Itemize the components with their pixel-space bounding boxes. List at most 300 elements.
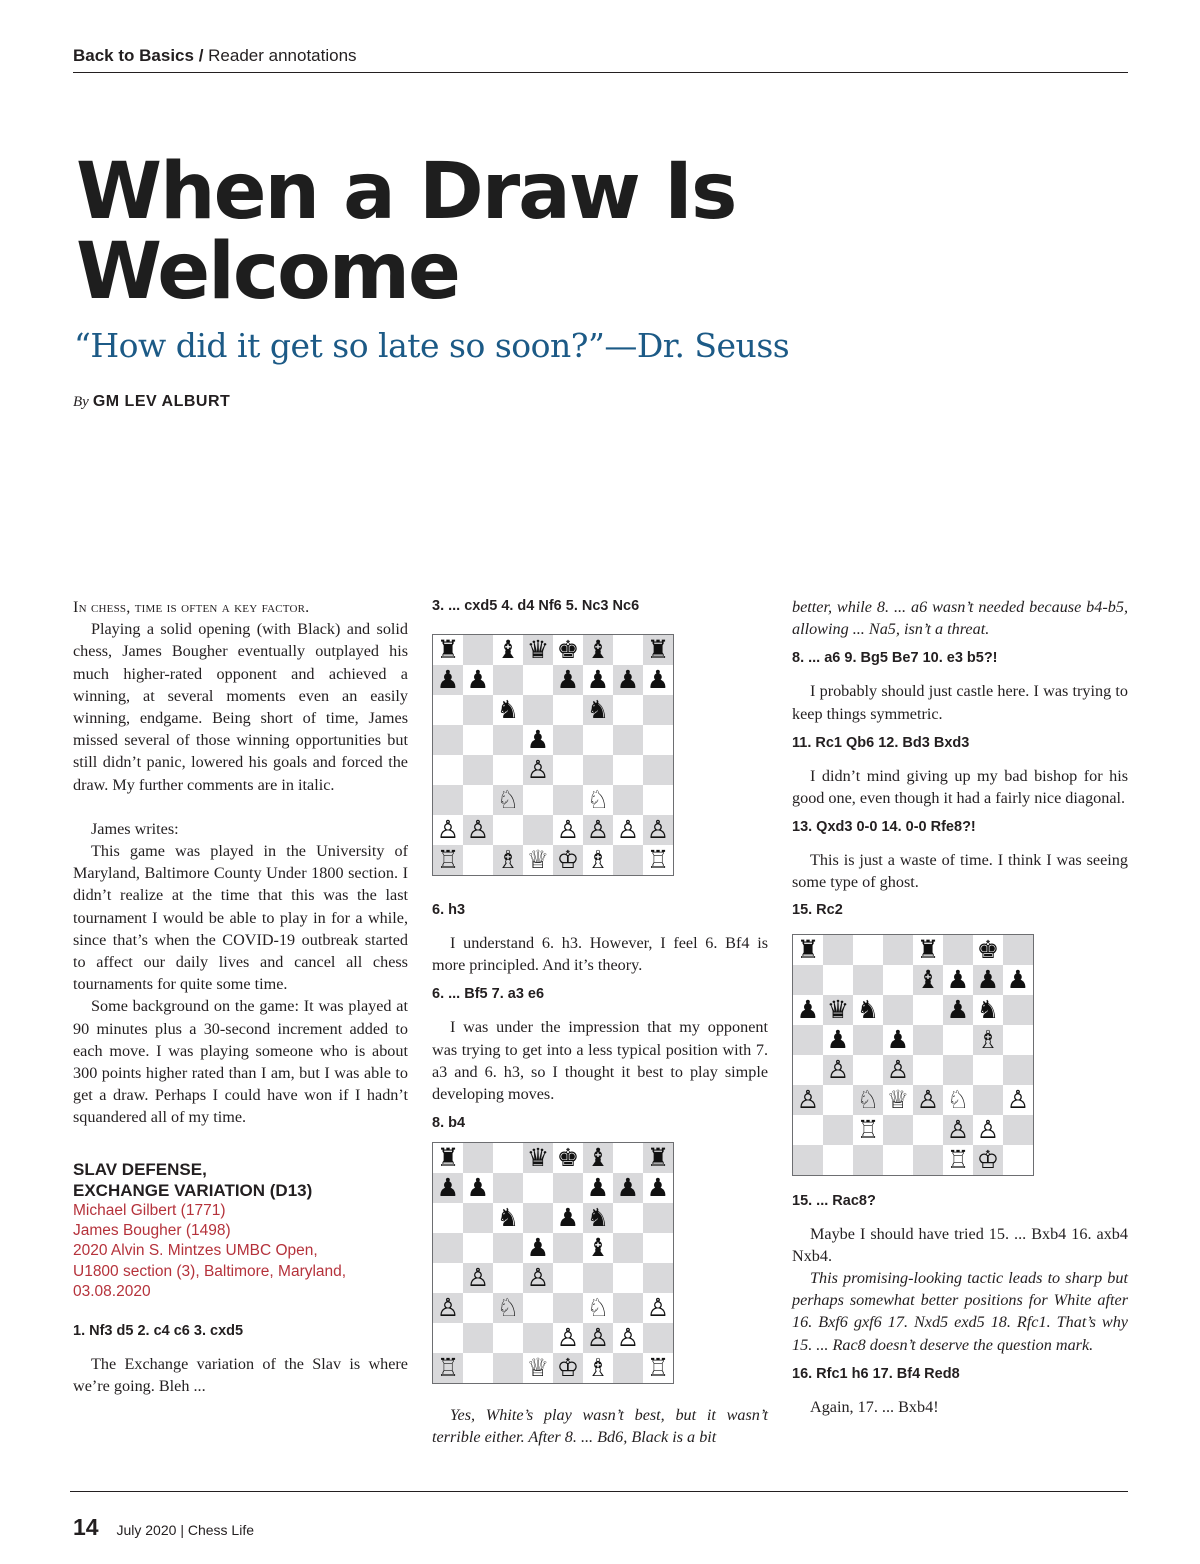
board-square — [943, 995, 973, 1025]
board-square — [583, 1233, 613, 1263]
black-rook-icon: ♜ — [916, 934, 940, 964]
black-king-icon: ♚ — [556, 1143, 580, 1173]
board-square — [433, 1173, 463, 1203]
board-square — [643, 785, 673, 815]
board-square — [583, 845, 613, 875]
black-bishop-icon: ♝ — [916, 964, 940, 994]
white-king-icon: ♔ — [976, 1144, 1000, 1174]
white-bishop-icon: ♗ — [586, 1353, 610, 1383]
board-square — [463, 755, 493, 785]
board-square — [463, 1293, 493, 1323]
board-square — [643, 1293, 673, 1323]
board-square — [523, 755, 553, 785]
board-square — [463, 1263, 493, 1293]
magazine-name: Chess Life — [187, 1522, 254, 1538]
board-square — [523, 1173, 553, 1203]
board-square — [463, 1323, 493, 1353]
white-rook-icon: ♖ — [946, 1144, 970, 1174]
board-square — [643, 815, 673, 845]
board-square — [1003, 1115, 1033, 1145]
board-square — [433, 695, 463, 725]
board-square — [643, 695, 673, 725]
board-square — [883, 995, 913, 1025]
board-square — [463, 1353, 493, 1383]
paragraph: This promising-looking tactic leads to sharp but perhaps somewhat better positions for White after 16. Bxf6 gxf6 17. Nxd5 exd5 18. Rfc1. That’s why 15. ... Rac8 doesn’t deserve the question mark. — [792, 1269, 1128, 1354]
move-text: 15. Rc2 — [792, 901, 843, 918]
board-square — [433, 755, 463, 785]
board-square — [793, 935, 823, 965]
byline-author: GM LEV ALBURT — [92, 393, 231, 410]
board-square — [523, 665, 553, 695]
board-square — [613, 695, 643, 725]
board-square — [523, 1293, 553, 1323]
board-square — [493, 695, 523, 725]
board-square — [613, 635, 643, 665]
board-square — [943, 965, 973, 995]
white-pawn-icon: ♙ — [1006, 1084, 1030, 1114]
white-pawn-icon: ♙ — [646, 1293, 670, 1323]
white-pawn-icon: ♙ — [436, 1293, 460, 1323]
black-pawn-icon: ♟ — [796, 994, 820, 1024]
board-square — [913, 1145, 943, 1175]
board-square — [463, 845, 493, 875]
board-square — [553, 1323, 583, 1353]
board-square — [553, 1173, 583, 1203]
board-square — [433, 1143, 463, 1173]
paragraph: Again, 17. ... Bxb4! — [810, 1397, 939, 1416]
board-square — [433, 1323, 463, 1353]
spacer — [73, 1129, 408, 1159]
paragraph: I understand 6. h3. However, I feel 6. Bf4 is more principled. And it’s theory. — [432, 934, 768, 975]
board-square — [493, 665, 523, 695]
black-pawn-icon: ♟ — [976, 964, 1000, 994]
game-info-line: 2020 Alvin S. Mintzes UMBC Open, — [73, 1242, 318, 1260]
board-square — [433, 1353, 463, 1383]
white-knight-icon: ♘ — [946, 1084, 970, 1114]
board-square — [913, 1115, 943, 1145]
board-square — [523, 1203, 553, 1233]
board-square — [913, 1025, 943, 1055]
paragraph: I was under the impression that my opponent was trying to get into a less typical position with 7. a3 and 6. h3, so I thought it best to play simple developing moves. — [432, 1018, 768, 1104]
paragraph: Some background on the game: It was played at 90 minutes plus a 30-second increment added to each move. I was playing someone who is about 300 points higher rated than I am, but I was able to get a draw. Perhaps I could have won if I hadn’t squandered all of my time. — [73, 997, 408, 1127]
board-square — [493, 1173, 523, 1203]
black-queen-icon: ♛ — [526, 1143, 550, 1173]
black-bishop-icon: ♝ — [586, 635, 610, 664]
board-square — [943, 1145, 973, 1175]
paragraph: better, while 8. ... a6 wasn’t needed because b4-b5, allowing ... Na5, isn’t a threat. — [792, 598, 1128, 639]
white-bishop-icon: ♗ — [586, 845, 610, 874]
board-square — [643, 755, 673, 785]
white-rook-icon: ♖ — [436, 1353, 460, 1383]
board-square — [643, 1263, 673, 1293]
board-square — [463, 1233, 493, 1263]
issue-date: July 2020 — [116, 1522, 177, 1538]
black-pawn-icon: ♟ — [616, 665, 640, 694]
board-square — [553, 665, 583, 695]
white-rook-icon: ♖ — [646, 845, 670, 874]
black-rook-icon: ♜ — [436, 1143, 460, 1173]
board-square — [433, 1293, 463, 1323]
paragraph: Playing a solid opening (with Black) and solid chess, James Bougher eventually outplayed his much higher-rated opponent and achieved a winning, at several moments even an easily winning, endgame. Being short of time, James missed several of those winning opportunities but still didn’t panic, lowered his goals and forced the draw. My further comments are in italic. — [73, 620, 408, 794]
board-square — [493, 755, 523, 785]
black-knight-icon: ♞ — [586, 1203, 610, 1233]
byline — [73, 393, 230, 411]
board-square — [793, 1025, 823, 1055]
page-number: 14 — [73, 1514, 99, 1540]
white-pawn-icon: ♙ — [976, 1114, 1000, 1144]
board-square — [643, 665, 673, 695]
board-square — [643, 635, 673, 665]
white-pawn-icon: ♙ — [586, 815, 610, 844]
board-square — [853, 935, 883, 965]
board-square — [913, 935, 943, 965]
board-square — [823, 1025, 853, 1055]
footer-separator: | — [180, 1522, 184, 1538]
paragraph: Maybe I should have tried 15. ... Bxb4 16. axb4 Nxb4. — [792, 1224, 1128, 1265]
game-info — [73, 1201, 408, 1302]
black-pawn-icon: ♟ — [646, 665, 670, 694]
board-square — [613, 725, 643, 755]
black-pawn-icon: ♟ — [526, 1233, 550, 1263]
board-square — [553, 845, 583, 875]
board-square — [553, 1293, 583, 1323]
white-knight-icon: ♘ — [496, 785, 520, 814]
board-square — [853, 1145, 883, 1175]
board-square — [493, 785, 523, 815]
board-square — [793, 1145, 823, 1175]
board-square — [583, 1323, 613, 1353]
board-square — [583, 815, 613, 845]
board-square — [613, 1173, 643, 1203]
board-square — [583, 1143, 613, 1173]
column-3 — [792, 596, 1128, 1418]
board-square — [883, 1115, 913, 1145]
black-knight-icon: ♞ — [856, 994, 880, 1024]
board-square — [1003, 1145, 1033, 1175]
board-square — [493, 1293, 523, 1323]
white-bishop-icon: ♗ — [976, 1024, 1000, 1054]
board-square — [613, 1293, 643, 1323]
board-square — [463, 815, 493, 845]
black-pawn-icon: ♟ — [556, 665, 580, 694]
black-rook-icon: ♜ — [796, 934, 820, 964]
white-queen-icon: ♕ — [526, 845, 550, 874]
white-knight-icon: ♘ — [856, 1084, 880, 1114]
black-pawn-icon: ♟ — [556, 1203, 580, 1233]
board-square — [643, 1323, 673, 1353]
move-text: 13. Qxd3 0-0 14. 0-0 Rfe8?! — [792, 819, 976, 836]
white-pawn-icon: ♙ — [616, 1323, 640, 1353]
board-square — [523, 815, 553, 845]
white-pawn-icon: ♙ — [556, 815, 580, 844]
game-info-line: 03.08.2020 — [73, 1282, 151, 1300]
board-square — [823, 1085, 853, 1115]
black-pawn-icon: ♟ — [646, 1173, 670, 1203]
board-square — [793, 995, 823, 1025]
board-square — [643, 1233, 673, 1263]
board-square — [793, 1055, 823, 1085]
move-text: 6. h3 — [432, 902, 466, 918]
black-bishop-icon: ♝ — [586, 1143, 610, 1173]
board-square — [943, 1085, 973, 1115]
chess-diagram-2 — [432, 1142, 674, 1384]
board-square — [523, 695, 553, 725]
opening-name: EXCHANGE VARIATION (D13) — [73, 1180, 313, 1200]
board-square — [583, 755, 613, 785]
black-knight-icon: ♞ — [976, 994, 1000, 1024]
black-knight-icon: ♞ — [586, 695, 610, 724]
board-square — [853, 1025, 883, 1055]
board-square — [493, 1233, 523, 1263]
paragraph: I didn’t mind giving up my bad bishop for his good one, even though it had a fairly nice diagonal. — [792, 766, 1128, 808]
board-square — [853, 1055, 883, 1085]
white-pawn-icon: ♙ — [436, 815, 460, 844]
board-square — [493, 1353, 523, 1383]
white-pawn-icon: ♙ — [796, 1084, 820, 1114]
move-text: 3. ... cxd5 4. d4 Nf6 5. Nc3 Nc6 — [432, 598, 640, 614]
board-square — [613, 785, 643, 815]
white-pawn-icon: ♙ — [466, 815, 490, 844]
board-square — [853, 995, 883, 1025]
board-square — [463, 665, 493, 695]
article-subtitle: “How did it get so late so soon?”—Dr. Seuss — [74, 326, 790, 365]
paragraph: This game was played in the University of Maryland, Baltimore County Under 1800 section. I didn’t realize at the time that this was the last tournament I would be able to play in for a while, since that’s when the COVID-19 outbreak started to affect our daily lives and cancel all chess tournaments for quite some time. — [73, 842, 408, 994]
board-square — [493, 1203, 523, 1233]
board-square — [553, 1263, 583, 1293]
board-square — [1003, 1085, 1033, 1115]
black-pawn-icon: ♟ — [526, 725, 550, 754]
board-square — [583, 1263, 613, 1293]
board-square — [523, 1233, 553, 1263]
white-pawn-icon: ♙ — [826, 1054, 850, 1084]
board-square — [583, 1203, 613, 1233]
board-square — [433, 1263, 463, 1293]
board-square — [523, 1263, 553, 1293]
black-pawn-icon: ♟ — [436, 1173, 460, 1203]
black-pawn-icon: ♟ — [466, 665, 490, 694]
move-text: 8. b4 — [432, 1115, 466, 1132]
board-square — [613, 1263, 643, 1293]
board-square — [613, 1203, 643, 1233]
board-square — [973, 995, 1003, 1025]
board-square — [613, 1143, 643, 1173]
board-square — [823, 1055, 853, 1085]
board-square — [883, 1145, 913, 1175]
column-2 — [432, 596, 768, 1449]
black-pawn-icon: ♟ — [886, 1024, 910, 1054]
board-square — [943, 1055, 973, 1085]
board-square — [823, 995, 853, 1025]
board-square — [553, 1353, 583, 1383]
board-square — [793, 1115, 823, 1145]
black-knight-icon: ♞ — [496, 695, 520, 724]
board-square — [883, 1055, 913, 1085]
intro-caps: In chess, time is often a key factor. — [73, 598, 310, 616]
footer-rule — [70, 1491, 1128, 1492]
board-square — [913, 995, 943, 1025]
board-square — [643, 1173, 673, 1203]
white-bishop-icon: ♗ — [496, 845, 520, 874]
board-square — [973, 1055, 1003, 1085]
board-square — [523, 1353, 553, 1383]
board-square — [643, 1203, 673, 1233]
board-square — [493, 815, 523, 845]
page-footer — [73, 1514, 254, 1541]
black-pawn-icon: ♟ — [616, 1173, 640, 1203]
board-square — [613, 815, 643, 845]
white-king-icon: ♔ — [556, 845, 580, 874]
paragraph: The Exchange variation of the Slav is where we’re going. Bleh ... — [73, 1355, 408, 1396]
board-square — [523, 635, 553, 665]
board-square — [853, 1115, 883, 1145]
board-square — [883, 1025, 913, 1055]
move-text: 1. Nf3 d5 2. c4 c6 3. cxd5 — [73, 1323, 244, 1340]
white-king-icon: ♔ — [556, 1353, 580, 1383]
board-square — [943, 1025, 973, 1055]
white-pawn-icon: ♙ — [466, 1263, 490, 1293]
board-square — [583, 1293, 613, 1323]
board-square — [853, 1085, 883, 1115]
board-square — [433, 845, 463, 875]
board-square — [643, 845, 673, 875]
white-pawn-icon: ♙ — [886, 1054, 910, 1084]
column-1 — [73, 596, 408, 1398]
board-square — [553, 1143, 583, 1173]
board-square — [493, 1323, 523, 1353]
board-square — [463, 725, 493, 755]
board-square — [643, 1143, 673, 1173]
board-square — [973, 1025, 1003, 1055]
opening-name: SLAV DEFENSE, — [73, 1159, 207, 1179]
board-square — [1003, 935, 1033, 965]
board-square — [523, 1143, 553, 1173]
board-square — [493, 845, 523, 875]
white-pawn-icon: ♙ — [526, 1263, 550, 1293]
chess-diagram-1 — [432, 634, 674, 876]
board-square — [883, 935, 913, 965]
move-text: 15. ... Rac8? — [792, 1192, 876, 1209]
board-square — [973, 1085, 1003, 1115]
white-pawn-icon: ♙ — [916, 1084, 940, 1114]
spacer — [73, 796, 408, 818]
chess-diagram-3 — [792, 934, 1034, 1176]
board-square — [853, 965, 883, 995]
paragraph: Yes, White’s play wasn’t best, but it wasn’t terrible either. After 8. ... Bd6, Black is a bit — [432, 1406, 768, 1447]
board-square — [913, 1055, 943, 1085]
board-square — [913, 1085, 943, 1115]
article-title-line1: When a Draw Is — [76, 147, 736, 237]
board-square — [553, 635, 583, 665]
white-pawn-icon: ♙ — [646, 815, 670, 844]
board-square — [553, 1233, 583, 1263]
board-square — [463, 1173, 493, 1203]
board-square — [913, 965, 943, 995]
board-square — [463, 1203, 493, 1233]
board-square — [493, 725, 523, 755]
black-pawn-icon: ♟ — [946, 994, 970, 1024]
board-square — [943, 935, 973, 965]
white-rook-icon: ♖ — [646, 1353, 670, 1383]
paragraph: This is just a waste of time. I think I was seeing some type of ghost. — [792, 851, 1128, 892]
move-text: 11. Rc1 Qb6 12. Bd3 Bxd3 — [792, 734, 970, 751]
board-square — [433, 665, 463, 695]
board-square — [433, 785, 463, 815]
board-square — [433, 815, 463, 845]
board-square — [823, 935, 853, 965]
section-separator: / — [198, 46, 204, 65]
game-info-line: U1800 section (3), Baltimore, Maryland, — [73, 1262, 347, 1280]
board-square — [823, 1115, 853, 1145]
board-square — [553, 785, 583, 815]
white-pawn-icon: ♙ — [526, 755, 550, 784]
board-square — [493, 635, 523, 665]
section-header — [73, 46, 1128, 73]
black-bishop-icon: ♝ — [496, 635, 520, 664]
move-text: 6. ... Bf5 7. a3 e6 — [432, 986, 545, 1003]
section-name: Back to Basics — [73, 46, 194, 65]
board-square — [493, 1263, 523, 1293]
article-title — [76, 147, 876, 317]
white-rook-icon: ♖ — [856, 1114, 880, 1144]
paragraph: I probably should just castle here. I was trying to keep things symmetric. — [792, 682, 1128, 723]
board-square — [523, 845, 553, 875]
board-square — [463, 695, 493, 725]
board-square — [793, 965, 823, 995]
byline-by: By — [73, 394, 89, 410]
white-knight-icon: ♘ — [496, 1293, 520, 1323]
white-pawn-icon: ♙ — [946, 1114, 970, 1144]
board-square — [583, 635, 613, 665]
white-queen-icon: ♕ — [886, 1084, 910, 1114]
board-square — [823, 1145, 853, 1175]
black-pawn-icon: ♟ — [826, 1024, 850, 1054]
board-square — [613, 1233, 643, 1263]
board-square — [463, 785, 493, 815]
black-rook-icon: ♜ — [436, 635, 460, 664]
black-pawn-icon: ♟ — [586, 1173, 610, 1203]
board-square — [613, 1323, 643, 1353]
white-knight-icon: ♘ — [586, 1293, 610, 1323]
board-square — [613, 1353, 643, 1383]
board-square — [583, 665, 613, 695]
board-square — [973, 965, 1003, 995]
board-square — [883, 1085, 913, 1115]
white-pawn-icon: ♙ — [556, 1323, 580, 1353]
board-square — [433, 1203, 463, 1233]
board-square — [613, 845, 643, 875]
black-rook-icon: ♜ — [646, 635, 670, 664]
white-rook-icon: ♖ — [436, 845, 460, 874]
board-square — [523, 725, 553, 755]
board-square — [433, 1233, 463, 1263]
board-square — [583, 1173, 613, 1203]
black-king-icon: ♚ — [556, 635, 580, 664]
board-square — [1003, 1025, 1033, 1055]
black-pawn-icon: ♟ — [436, 665, 460, 694]
move-text: 16. Rfc1 h6 17. Bf4 Red8 — [792, 1365, 960, 1382]
white-pawn-icon: ♙ — [586, 1323, 610, 1353]
black-pawn-icon: ♟ — [586, 665, 610, 694]
black-queen-icon: ♛ — [526, 635, 550, 664]
board-square — [553, 1203, 583, 1233]
black-knight-icon: ♞ — [496, 1203, 520, 1233]
game-info-line: James Bougher (1498) — [73, 1221, 231, 1239]
section-subtitle: Reader annotations — [208, 46, 357, 65]
white-pawn-icon: ♙ — [616, 815, 640, 844]
board-square — [493, 1143, 523, 1173]
board-square — [553, 815, 583, 845]
board-square — [433, 725, 463, 755]
